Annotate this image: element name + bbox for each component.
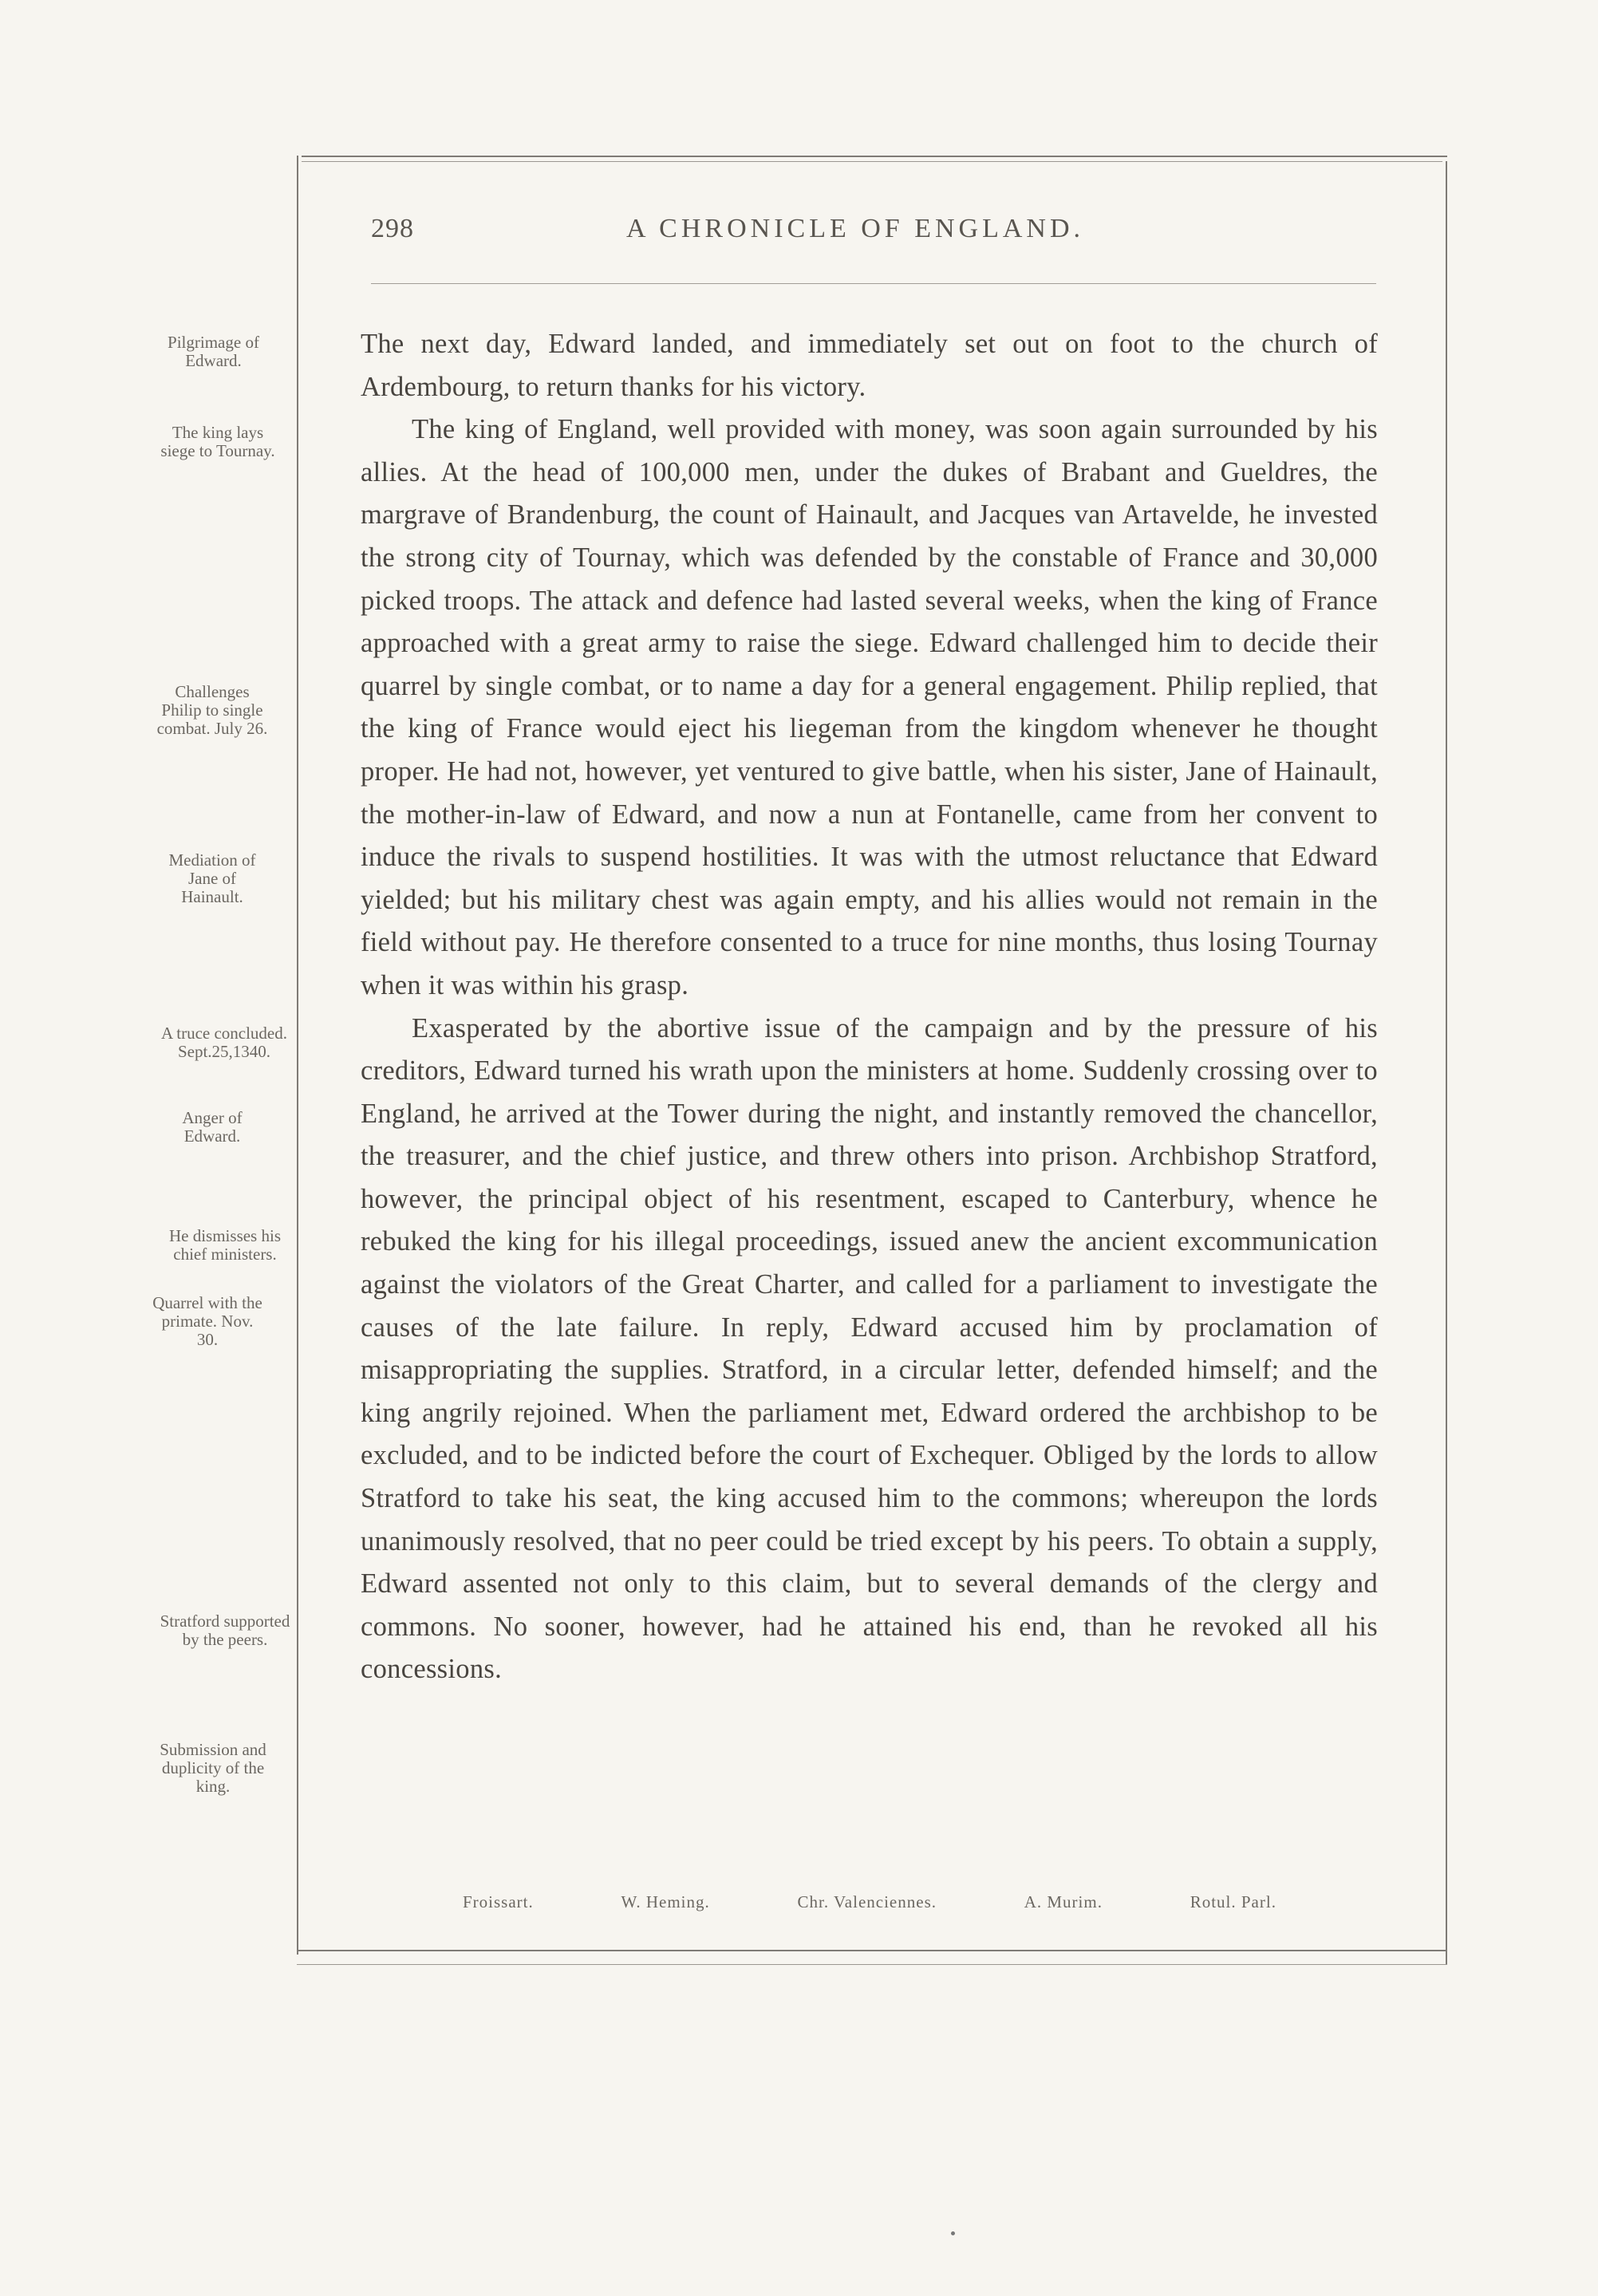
margin-note: He dismisses his chief ministers. [168, 1226, 281, 1264]
frame-right-rule [1446, 161, 1447, 1964]
paragraph: Exasperated by the abortive issue of the campaign and by the pressure of his creditors, Edward turned his wrath upon the ministers at home. Suddenly crossing over to England, he arrived at the Tower during the night, and instantly removed the chancellor, the treasurer, and the chief justice, and threw others into prison. Archbishop Stratford, however, the principal object of his resentment, escaped to Canterbury, whence he rebuked the king for his illegal proceedings, issued anew the ancient excommunication against the violators of the Great Charter, and called for a parliament to investigate the causes of the late failure. In reply, Edward accused him by proclamation of misappropriating the supplies. Stratford, in a circular letter, defended himself; and the king angrily rejoined. When the parliament met, Edward ordered the archbishop to be excluded, and to be indicted before the court of Exchequer. Obliged by the lords to allow Stratford to take his seat, the king accused him to the commons; whereupon the lords unanimously resolved, that no peer could be tried except by his peers. To obtain a supply, Edward assented not only to this claim, but to several demands of the clergy and commons. No sooner, however, had he attained his end, than he revoked all his concessions. [361, 1012, 1378, 1685]
frame-left-rule [297, 156, 298, 1955]
frame-bottom-outer-rule [297, 1964, 1447, 1965]
paragraph: The king of England, well provided with money, was soon again surrounded by his allies. At the head of 100,000 men, under the dukes of Brabant and Gueldres, the margrave of Brandenburg, the count of Hainault, and Jacques van Artavelde, he invested the strong city of Tournay, which was defended by the constable of France and 30,000 picked troops. The attack and defence had lasted several weeks, when the king of France approached with a great army to raise the siege. Edward challenged him to decide their quarrel by single combat, or to name a day for a general engagement. Philip replied, that the king of France would eject his liegeman from the kingdom whenever he thought proper. He had not, however, yet ventured to give battle, when his sister, Jane of Hainault, the mother-in-law of Edward, and now a nun at Fontanelle, came from her convent to induce the rivals to suspend hostilities. It was with the utmost reluctance that Edward yielded; but his military chest was again empty, and his allies would not remain in the field without pay. He therefore consented to a truce for nine months, thus losing Tournay when it was within his grasp. [361, 414, 1378, 1000]
header-rule [371, 283, 1376, 284]
source-ref: Rotul. Parl. [1190, 1892, 1276, 1911]
paragraph: The next day, Edward landed, and immediately set out on foot to the church of Ardembourg, to return thanks for his victory. [361, 329, 1378, 402]
frame-top-inner-rule [302, 161, 1442, 162]
paper-speck [951, 2231, 955, 2235]
margin-note: Anger of Edward. [182, 1108, 243, 1146]
margin-note: Stratford supported by the peers. [160, 1612, 290, 1649]
margin-note: Quarrel with the primate. Nov. 30. [152, 1293, 262, 1349]
running-title: A CHRONICLE OF ENGLAND. [626, 214, 1084, 243]
margin-note: The king lays siege to Tournay. [160, 423, 275, 460]
source-ref: Froissart. [463, 1892, 534, 1911]
page-header [371, 214, 1376, 262]
source-ref: Chr. Valenciennes. [797, 1892, 937, 1911]
margin-note: Submission and duplicity of the king. [160, 1740, 266, 1796]
page-number: 298 [371, 214, 414, 243]
margin-note: Pilgrimage of Edward. [168, 333, 259, 370]
body-text [361, 323, 1378, 1691]
margin-note: Challenges Philip to single combat. July 26. [156, 682, 268, 738]
frame-bottom-rule [297, 1950, 1446, 1951]
margin-note: A truce concluded. Sept.25,1340. [160, 1024, 288, 1061]
frame-top-rule [302, 156, 1447, 157]
source-ref: W. Heming. [621, 1892, 710, 1911]
source-ref: A. Murim. [1024, 1892, 1103, 1911]
margin-note: Mediation of Jane of Hainault. [168, 850, 256, 906]
source-references [463, 1892, 1276, 1916]
